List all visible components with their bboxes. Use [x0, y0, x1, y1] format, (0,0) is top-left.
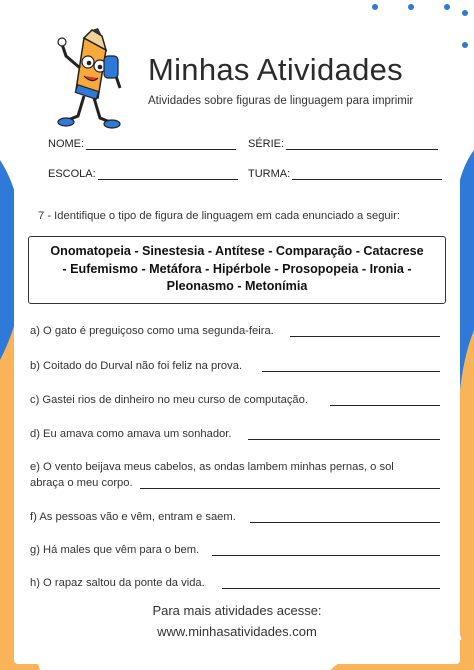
word-bank-line-3: Pleonasmo - Metonímia [166, 279, 308, 293]
answer-line-a[interactable] [290, 336, 440, 337]
school-field[interactable] [48, 168, 238, 180]
question-f: f) As pessoas vão e vêm, entram e saem. [30, 511, 236, 523]
answer-line-d[interactable] [248, 439, 440, 440]
page-subtitle: Atividades sobre figuras de linguagem para imprimir [148, 95, 414, 107]
answer-line-b[interactable] [262, 371, 440, 372]
question-g: g) Há males que vêm para o bem. [30, 544, 200, 556]
grade-field[interactable] [248, 138, 438, 150]
word-bank-line-2: - Eufemismo - Metáfora - Hipérbole - Prosopopeia - Ironia - [62, 261, 412, 276]
school-label: ESCOLA: [48, 168, 96, 180]
page-title: Minhas Atividades [148, 52, 403, 87]
class-label: TURMA: [248, 168, 291, 180]
word-bank-box [28, 236, 446, 304]
question-e-line-2: abraça o meu corpo. [30, 477, 133, 489]
instruction-text: 7 - Identifique o tipo de figura de linguagem em cada enunciado a seguir: [38, 210, 400, 222]
name-line[interactable] [86, 138, 236, 150]
footer-link[interactable]: www.minhasatividades.com [157, 624, 317, 639]
answer-line-c[interactable] [330, 405, 440, 406]
question-e-line-1: e) O vento beijava meus cabelos, as ondas lambem minhas pernas, o sol [30, 461, 394, 473]
class-field[interactable] [248, 168, 442, 180]
name-label: NOME: [48, 138, 85, 150]
grade-line[interactable] [286, 138, 438, 150]
question-b: b) Coitado do Durval não foi feliz na prova. [30, 360, 243, 372]
answer-line-e[interactable] [140, 488, 440, 489]
answer-line-g[interactable] [212, 555, 440, 556]
name-field[interactable] [48, 138, 236, 150]
question-c: c) Gastei rios de dinheiro no meu curso de computação. [30, 394, 308, 406]
answer-line-f[interactable] [250, 522, 440, 523]
question-a: a) O gato é preguiçoso como uma segunda-feira. [30, 325, 274, 337]
word-bank-line-1: Onomatopeia - Sinestesia - Antítese - Comparação - Catacrese [50, 244, 424, 258]
grade-label: SÉRIE: [248, 138, 285, 150]
answer-line-h[interactable] [222, 588, 440, 589]
class-line[interactable] [292, 168, 442, 180]
school-line[interactable] [98, 168, 238, 180]
question-h: h) O rapaz saltou da ponte da vida. [30, 577, 205, 589]
question-d: d) Eu amava como amava um sonhador. [30, 428, 232, 440]
footer-text: Para mais atividades acesse: [152, 603, 322, 618]
